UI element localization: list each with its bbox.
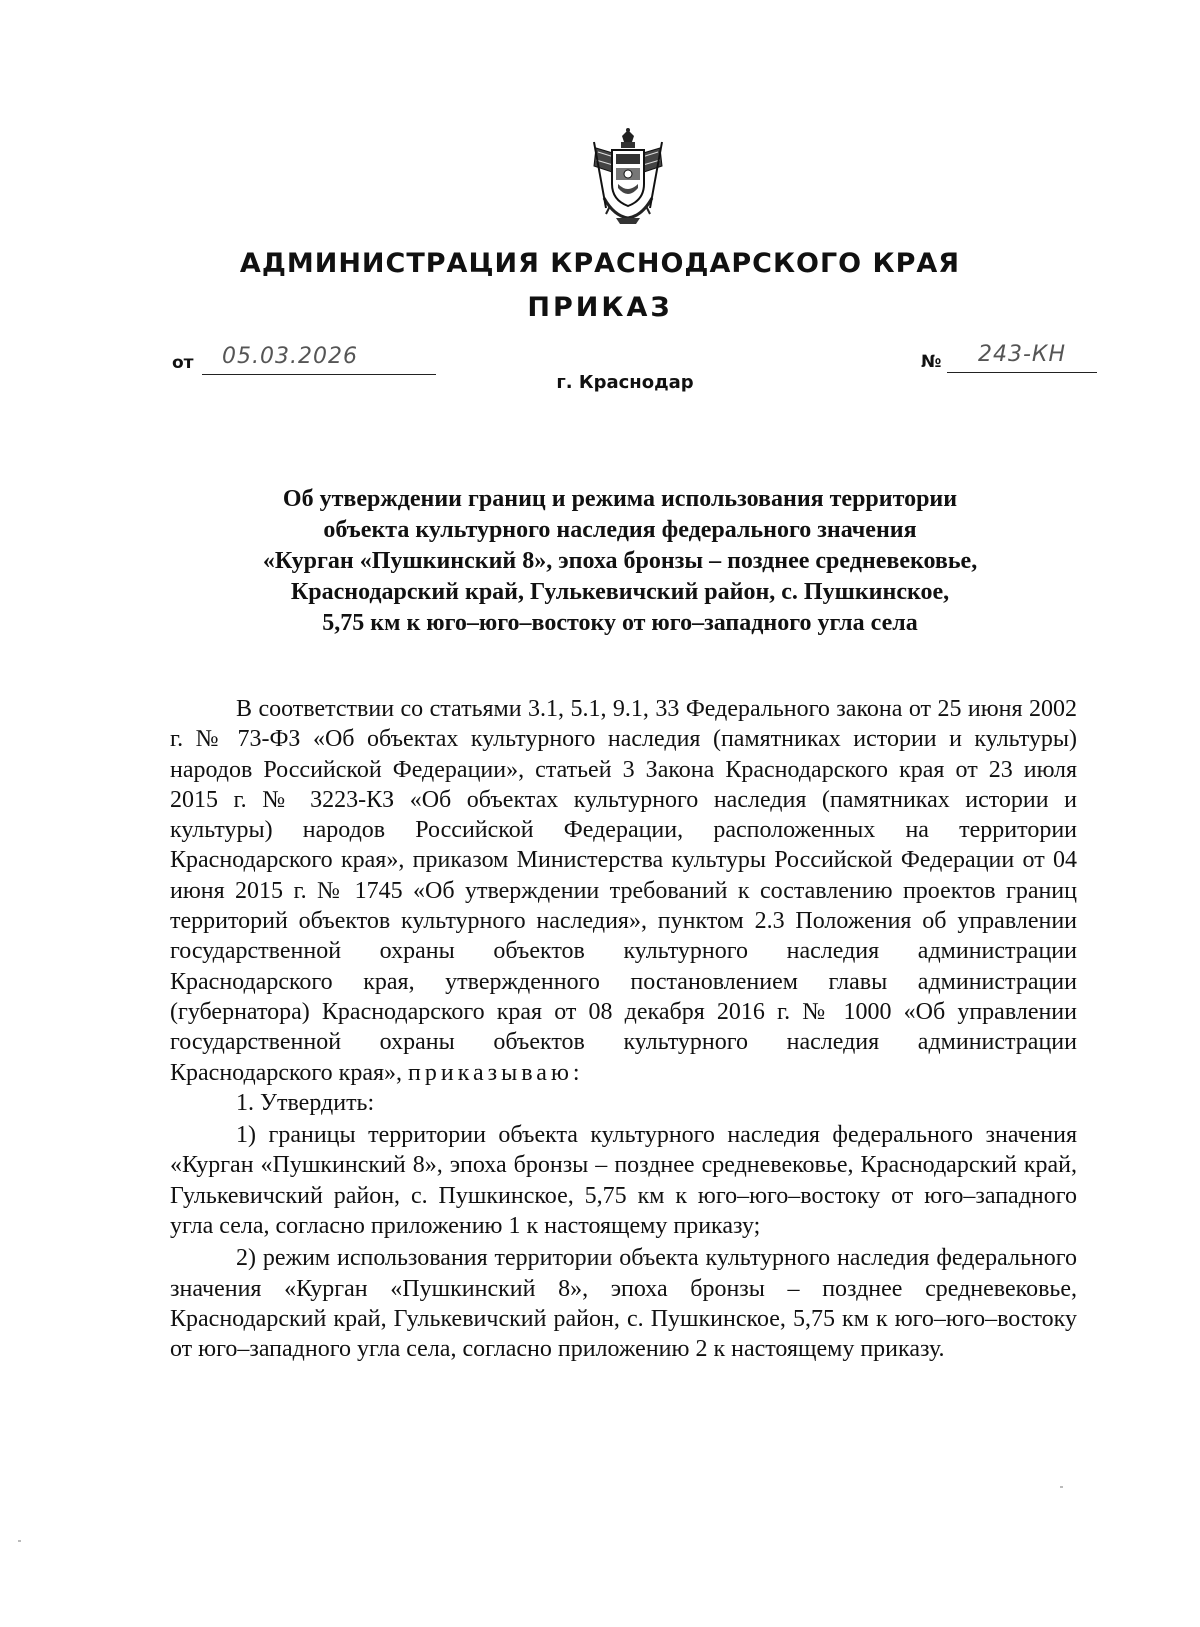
date-label: от (172, 353, 194, 373)
preamble-paragraph (170, 694, 1077, 1088)
title-line: 5,75 км к юго–юго–востоку от юго–западного угла села (322, 610, 918, 636)
document-type: ПРИКАЗ (527, 292, 673, 323)
document-body (170, 694, 1077, 1365)
title-line: объекта культурного наследия федерального значения (323, 517, 917, 543)
preamble-text: В соответствии со статьями 3.1, 5.1, 9.1, 33 Федерального закона от 25 июня 2002 г. № 73-ФЗ «Об объектах культурного наследия (памятниках истории и культуры) народов Российской Федерации», статьей 3 Закона Краснодарского края от 23 июля 2015 г. № 3223-КЗ «Об объектах культурного наследия (памятниках истории и культуры) народов Российской Федерации, расположенных на территории Краснодарского края», приказом Министерства культуры Российской Федерации от 04 июня 2015 г. № 1745 «Об утверждении требований к составлению проектов границ территорий объектов культурного наследия», пунктом 2.3 Положения об управлении государственной охраны объектов культурного наследия администрации Краснодарского края, утвержденного постановлением главы администрации (губернатора) Краснодарского края от 08 декабря 2016 г. № 1000 «Об управлении государственной охраны объектов культурного наследия администрации Краснодарского края», (170, 696, 1077, 1086)
coat-of-arms-icon (586, 128, 670, 228)
date-value: 05.03.2026 (222, 344, 358, 369)
title-line: Об утверждении границ и режима использования территории (282, 486, 958, 512)
order-word: приказываю: (408, 1059, 584, 1086)
number-label: № (921, 352, 942, 372)
item-1: 1. Утвердить: (236, 1089, 375, 1116)
item-1-1: 1) границы территории объекта культурного наследия федерального значения «Курган «Пушкинский 8», эпоха бронзы – позднее средневековье, Краснодарский край, Гулькевичский район, с. Пушкинское, 5,75 км к юго–юго–востоку от юго–западного угла села, согласно приложению 1 к настоящему приказу; (170, 1122, 1077, 1240)
title-line: «Курган «Пушкинский 8», эпоха бронзы – позднее средневековье, (262, 548, 978, 574)
document-title (170, 484, 1070, 639)
organization-name: АДМИНИСТРАЦИЯ КРАСНОДАРСКОГО КРАЯ (239, 248, 961, 279)
title-line: Краснодарский край, Гулькевичский район, с. Пушкинское, (290, 579, 950, 605)
item-1-2: 2) режим использования территории объекта культурного наследия федерального значения «Курган «Пушкинский 8», эпоха бронзы – позднее средневековье, Краснодарский край, Гулькевичский район, с. Пушкинское, 5,75 км к юго–юго–востоку от юго–западного угла села, согласно приложению 2 к настоящему приказу. (170, 1245, 1077, 1363)
scan-speck (1060, 1486, 1063, 1488)
city-line: г. Краснодар (556, 372, 694, 393)
scan-speck (18, 1540, 21, 1542)
number-value: 243-КН (978, 342, 1067, 367)
